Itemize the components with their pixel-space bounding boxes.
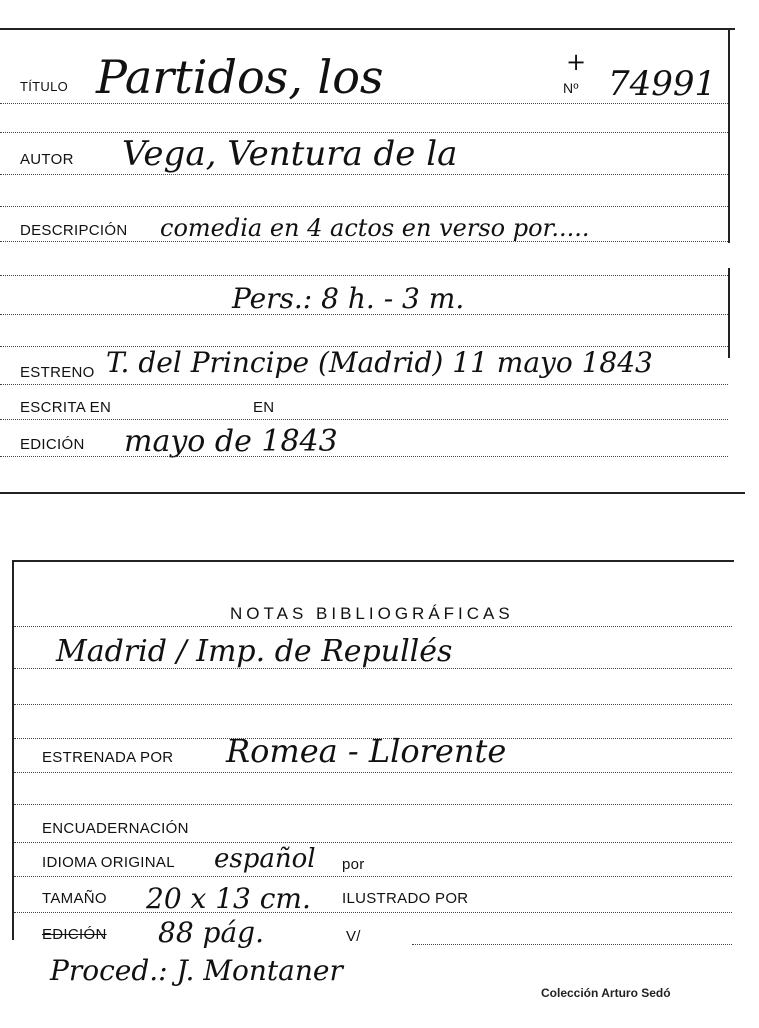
card2-top-edge xyxy=(12,560,734,562)
notas-value: Madrid / Imp. de Repullés xyxy=(56,634,453,669)
rule-autor xyxy=(0,174,728,175)
escrita-en-label: ESCRITA EN xyxy=(20,399,112,416)
rule-edicion2 xyxy=(412,944,732,945)
rule-notas-heading xyxy=(14,626,732,627)
idioma-value: español xyxy=(214,844,316,874)
edicion2-value: 88 pág. xyxy=(158,916,264,949)
card-bottom-edge xyxy=(0,492,745,494)
rule-estrenada xyxy=(14,772,732,773)
rule-notas-1 xyxy=(14,668,732,669)
encuadernacion-label: ENCUADERNACIÓN xyxy=(42,820,189,837)
edicion2-label: EDICIÓN xyxy=(42,926,107,943)
rule-edicion xyxy=(0,456,728,457)
rule-autor-top xyxy=(0,132,728,133)
rule-blank-1 xyxy=(0,275,728,276)
personajes-value: Pers.: 8 h. - 3 m. xyxy=(232,282,465,315)
catalog-card-back xyxy=(12,560,742,1028)
rule-descripcion-top xyxy=(0,206,728,207)
descripcion-label: DESCRIPCIÓN xyxy=(20,222,128,239)
autor-value: Vega, Ventura de la xyxy=(122,134,458,174)
autor-label: AUTOR xyxy=(20,151,74,168)
en-label: EN xyxy=(253,399,275,416)
rule-personajes xyxy=(0,314,728,315)
vol-label: V/ xyxy=(346,928,361,945)
rule-estreno xyxy=(0,384,728,385)
titulo-value: Partidos, los xyxy=(96,50,384,104)
tamano-value: 20 x 13 cm. xyxy=(146,882,311,915)
idioma-label: IDIOMA ORIGINAL xyxy=(42,854,175,871)
numero-value: 74991 xyxy=(608,64,717,104)
card-top-edge xyxy=(0,28,735,30)
rule-descripcion xyxy=(0,241,728,242)
collection-footer: Colección Arturo Sedó xyxy=(541,986,671,1000)
titulo-label: TÍTULO xyxy=(20,79,69,94)
numero-mark: + xyxy=(566,48,587,76)
estrenada-por-label: ESTRENADA POR xyxy=(42,749,174,766)
rule-tamano xyxy=(14,912,732,913)
edicion-label: EDICIÓN xyxy=(20,436,85,453)
numero-label: Nº xyxy=(563,80,579,96)
descripcion-value: comedia en 4 actos en verso por..... xyxy=(160,214,590,242)
tamano-label: TAMAÑO xyxy=(42,890,107,907)
edicion-value: mayo de 1843 xyxy=(124,424,338,459)
procedencia-value: Proced.: J. Montaner xyxy=(50,954,343,987)
catalog-card-front xyxy=(0,28,735,494)
estreno-value: T. del Principe (Madrid) 11 mayo 1843 xyxy=(106,346,653,379)
rule-idioma xyxy=(14,876,732,877)
rule-encuadernacion xyxy=(14,842,732,843)
ilustrado-label: ILUSTRADO POR xyxy=(342,890,469,907)
estreno-label: ESTRENO xyxy=(20,364,95,381)
card-right-edge xyxy=(728,28,730,243)
rule-notas-2 xyxy=(14,704,732,705)
rule-escrita xyxy=(0,419,728,420)
rule-blank-2 xyxy=(14,804,732,805)
notas-heading: NOTAS BIBLIOGRÁFICAS xyxy=(230,604,514,623)
rule-titulo xyxy=(0,103,728,104)
por-label: por xyxy=(342,856,365,873)
estrenada-por-value: Romea - Llorente xyxy=(226,732,507,770)
card-right-edge-lower xyxy=(728,268,730,358)
card2-left-edge xyxy=(12,560,14,940)
